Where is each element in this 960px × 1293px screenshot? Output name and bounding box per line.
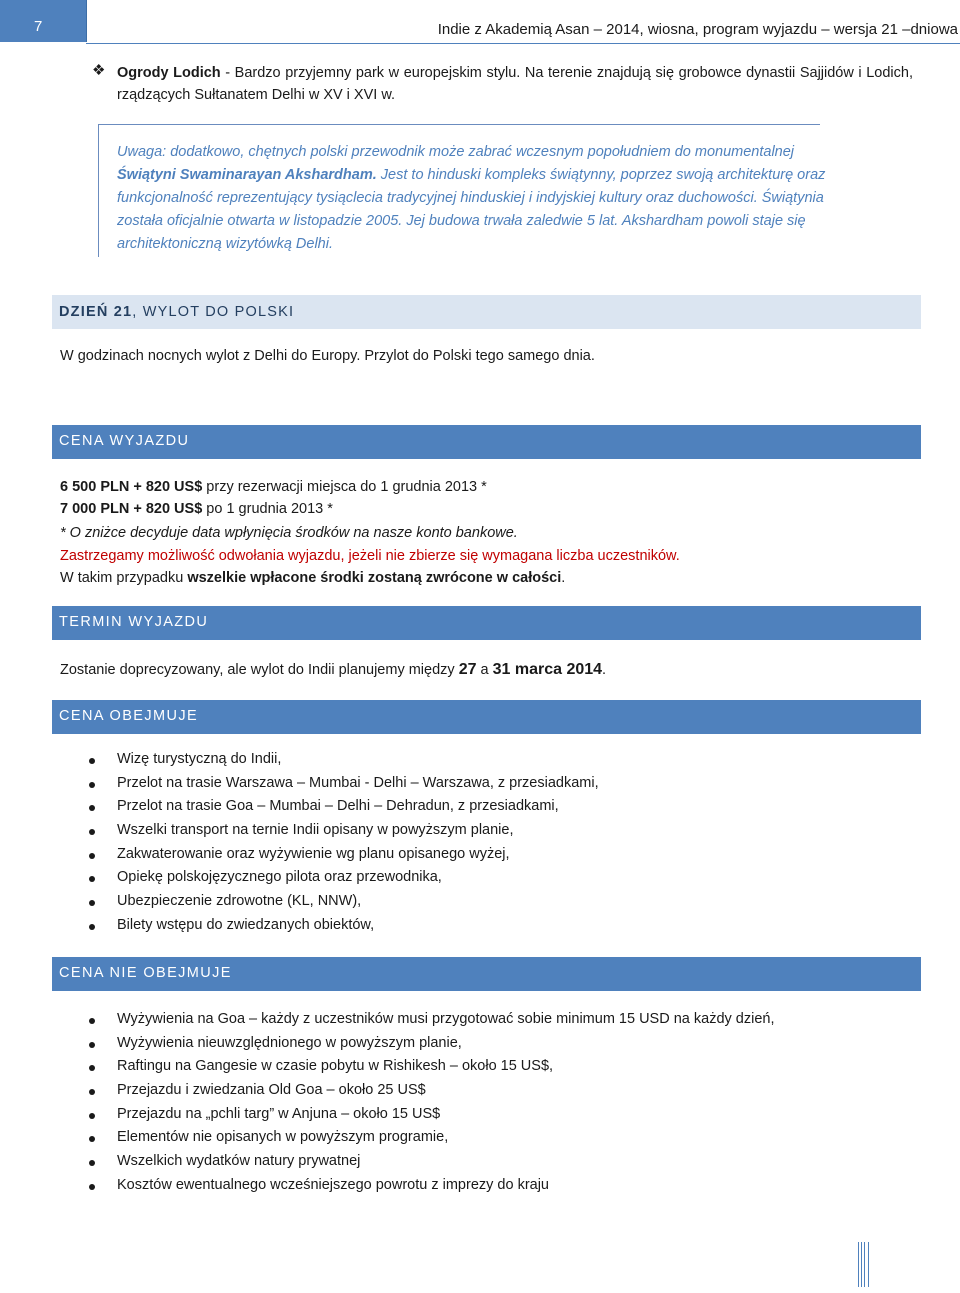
list-item-text: Kosztów ewentualnego wcześniejszego powrotu z imprezy do kraju [117,1176,549,1193]
note-rest: Jest to hinduski kompleks świątynny, poprzez swoją architekturę oraz funkcjonalność reprezentujący tysiąclecia tradycyjnej hinduskiej i indyjskiej kultury oraz duchowości. Świątynia została oficjalnie otwarta w listopadzie 2005. Jej budowa trwała zaledwie 5 lat. Akshardham powoli staje się architektoniczną wizytówką Delhi. [117,167,826,252]
list-item-text: Zakwaterowanie oraz wyżywienie wg planu opisanego wyżej, [117,845,510,862]
term-between: a [476,662,493,678]
price-2-condition: po 1 grudnia 2013 * [202,501,333,517]
running-header: Indie z Akademią Asan – 2014, wiosna, program wyjazdu – wersja 21 –dniowa [437,21,958,38]
bullet-icon [89,829,95,835]
term-heading-bar [52,606,921,640]
bullet-icon [89,900,95,906]
price-heading: CENA WYJAZDU [59,433,190,449]
refund-note-start: W takim przypadku [60,570,188,586]
page-number-box [0,0,87,42]
excludes-heading: CENA NIE OBEJMUJE [59,965,232,981]
refund-note-end: . [561,570,566,586]
bullet-icon [89,1065,95,1071]
bullet-icon [89,853,95,859]
list-item-text: Przelot na trasie Goa – Mumbai – Delhi – Dehradun, z przesiadkami, [117,798,559,815]
term-text-start: Zostanie doprecyzowany, ale wylot do Indii planujemy między [60,662,459,678]
cancellation-warning: Zastrzegamy możliwość odwołania wyjazdu, jeżeli nie zbierze się wymagana liczba uczestników. [60,548,680,564]
price-heading-bar [52,425,921,459]
akshardham-note [117,141,829,256]
price-1-amount: 6 500 PLN + 820 US$ [60,479,203,495]
list-item-text: Ubezpieczenie zdrowotne (KL, NNW), [117,893,362,910]
diamond-bullet-icon: ❖ [92,62,106,79]
list-item-text: Wszelki transport na ternie Indii opisany w powyższym planie, [117,822,514,839]
header-rule [86,43,960,44]
note-temple-name: Świątyni Swaminarayan Akshardham. [117,167,377,183]
list-item-text: Bilety wstępu do zwiedzanych obiektów, [117,916,375,933]
note-left-border [98,124,99,257]
refund-note-bold: wszelkie wpłacone środki zostaną zwrócone w całości [187,570,562,586]
day21-heading-bar [52,295,921,329]
list-item-text: Elementów nie opisanych w powyższym programie, [117,1129,449,1146]
page-number: 7 [34,18,43,35]
day21-heading-rest: , WYLOT DO POLSKI [132,304,295,320]
bullet-icon [89,1042,95,1048]
lodhi-gardens-text: - Bardzo przyjemny park w europejskim stylu. Na terenie znajdują się grobowce dynastii Sajjidów i Lodich, rządzących Sułtanatem Delhi w XV i XVI w. [117,65,913,103]
term-text [60,659,606,681]
note-intro: Uwaga: dodatkowo, chętnych polski przewodnik może zabrać wczesnym popołudniem do monumentalnej [117,144,795,160]
day21-heading-bold: DZIEŃ 21 [59,304,133,320]
list-item-text: Przejazdu na „pchli targ” w Anjuna – około 15 US$ [117,1105,441,1122]
price-2-amount: 7 000 PLN + 820 US$ [60,501,203,517]
price-line-2 [60,498,333,520]
bullet-icon [89,1089,95,1095]
list-item-text: Opiekę polskojęzycznego pilota oraz przewodnika, [117,869,442,886]
list-item-text: Przelot na trasie Warszawa – Mumbai - Delhi – Warszawa, z przesiadkami, [117,774,599,791]
bullet-icon [89,1113,95,1119]
list-item-text: Raftingu na Gangesie w czasie pobytu w Rishikesh – około 15 US$, [117,1058,554,1075]
lodhi-gardens-paragraph [117,62,913,106]
list-item-text: Wizę turystyczną do Indii, [117,751,282,767]
includes-heading-bar [52,700,921,734]
includes-heading: CENA OBEJMUJE [59,708,199,724]
list-item-text: Wszelkich wydatków natury prywatnej [117,1153,361,1170]
refund-note [60,567,565,589]
term-date-start: 27 [458,661,477,678]
term-date-end: 31 marca 2014 [492,661,603,678]
day21-heading [59,304,294,320]
footer-decoration [858,1242,870,1287]
bullet-icon [89,782,95,788]
term-heading: TERMIN WYJAZDU [59,614,209,630]
bullet-icon [89,1184,95,1190]
bullet-icon [89,1160,95,1166]
bullet-icon [89,805,95,811]
note-top-border [98,124,820,125]
bullet-icon [89,1018,95,1024]
excludes-heading-bar [52,957,921,991]
list-item-text: Wyżywienia na Goa – każdy z uczestników musi przygotować sobie minimum 15 USD na każdy dzień, [117,1011,775,1027]
price-1-condition: przy rezerwacji miejsca do 1 grudnia 2013 * [202,479,487,495]
term-end: . [602,662,607,678]
day21-text: W godzinach nocnych wylot z Delhi do Europy. Przylot do Polski tego samego dnia. [60,348,595,364]
bullet-icon [89,876,95,882]
list-item-text: Przejazdu i zwiedzania Old Goa – około 25 US$ [117,1082,426,1099]
bullet-icon [89,1136,95,1142]
price-line-1 [60,476,487,498]
price-discount-note: * O zniżce decyduje data wpłynięcia środków na nasze konto bankowe. [60,525,518,541]
list-item-text: Wyżywienia nieuwzględnionego w powyższym planie, [117,1034,462,1051]
lodhi-gardens-name: Ogrody Lodich [117,65,221,81]
bullet-icon [89,924,95,930]
bullet-icon [89,758,95,764]
